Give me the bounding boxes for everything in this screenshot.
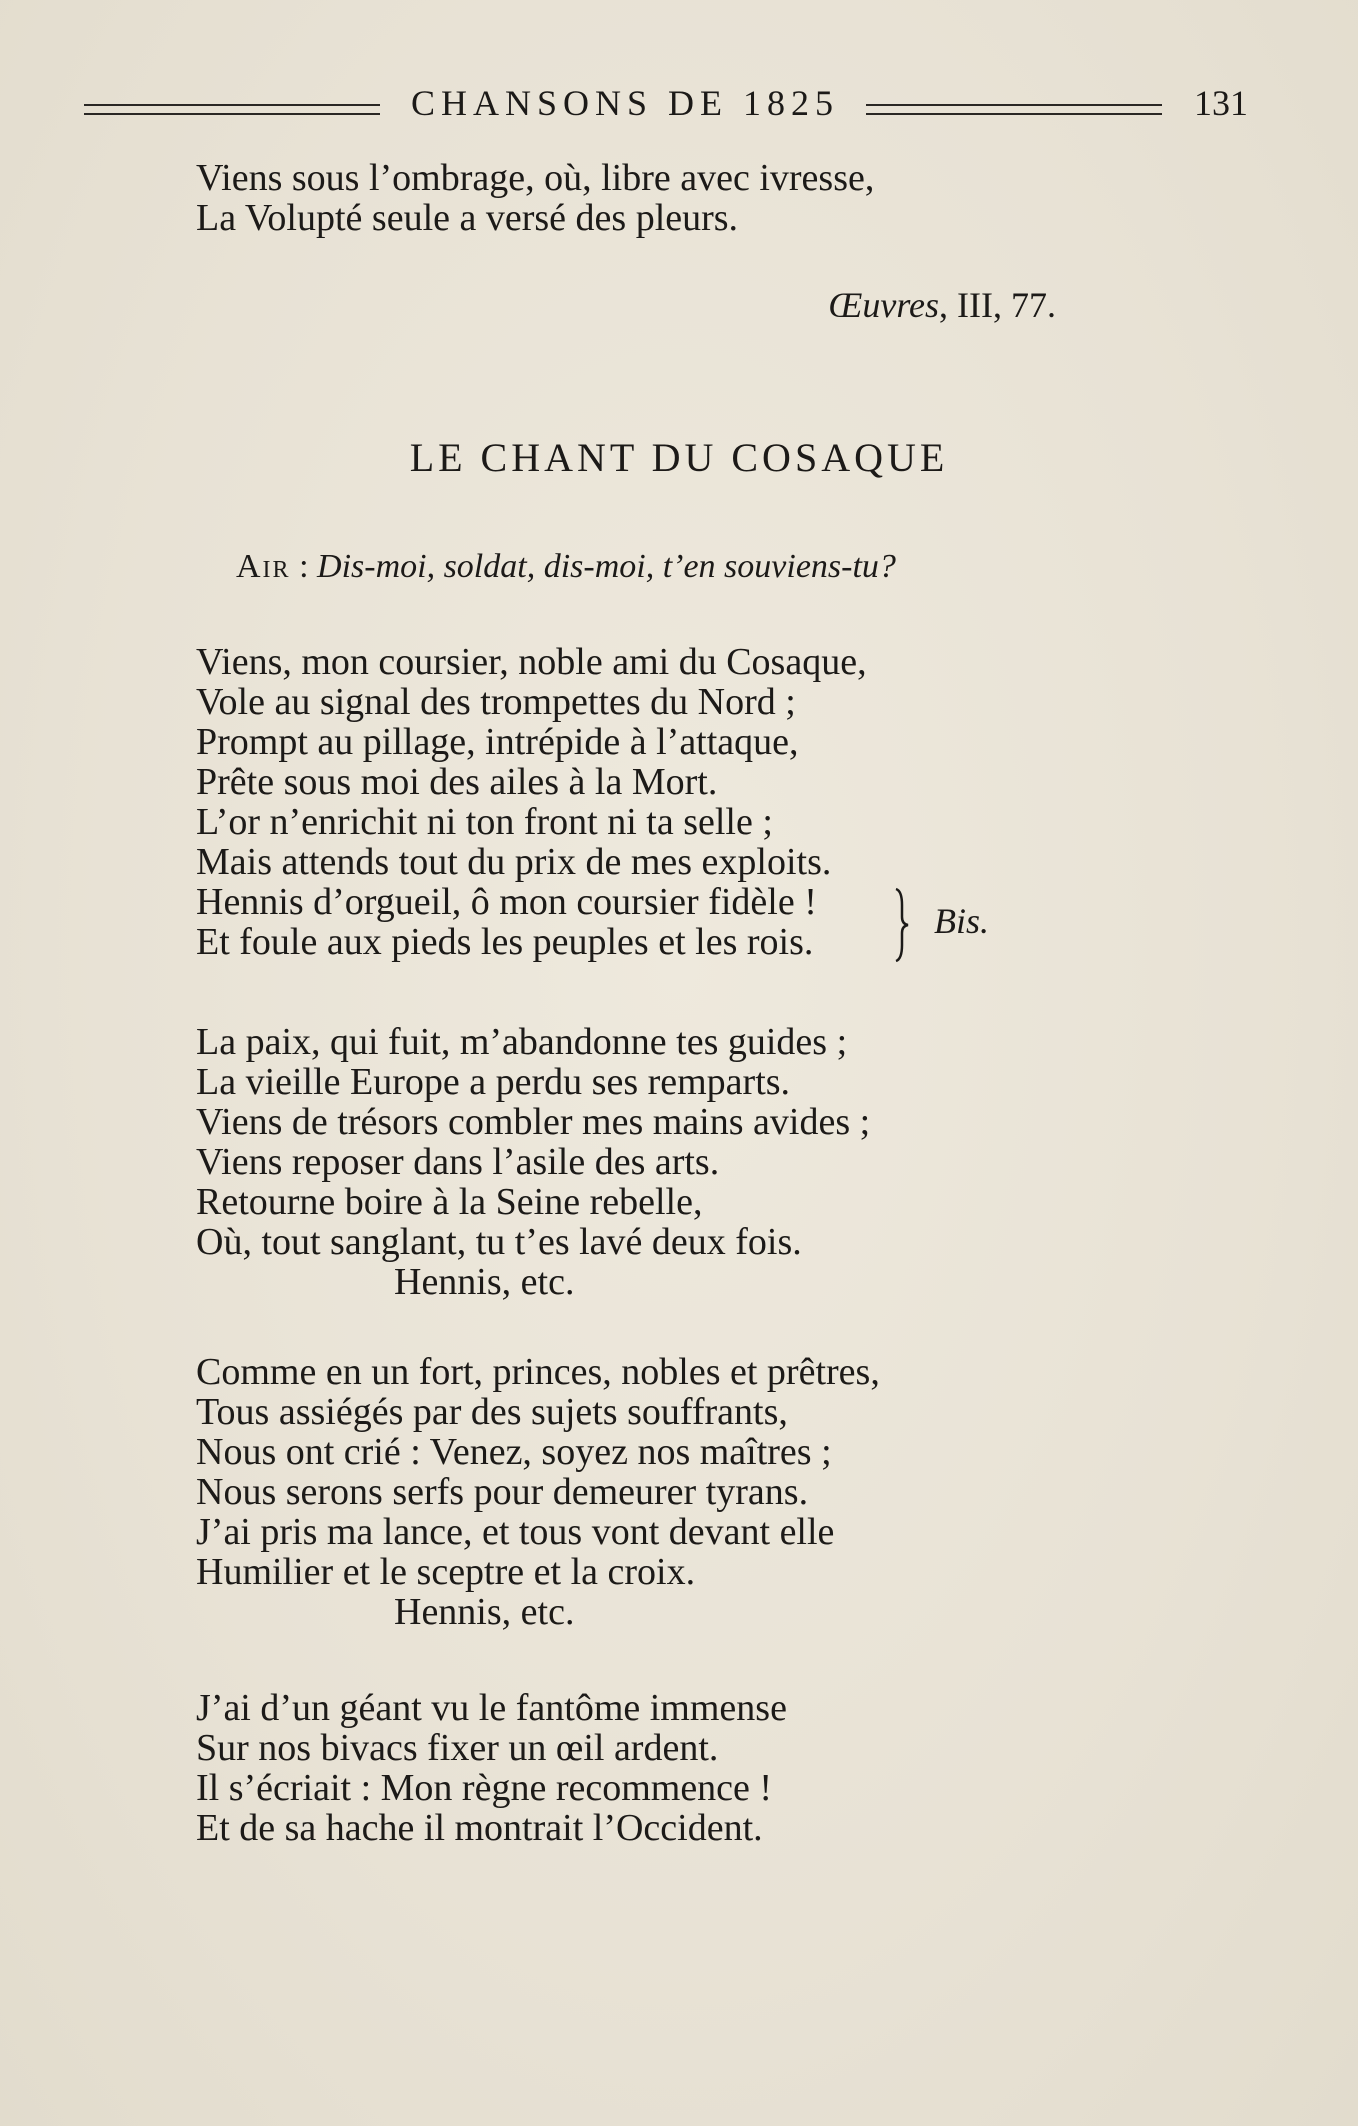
page-number: 131 <box>1194 83 1248 123</box>
stanza-2 <box>196 1022 870 1302</box>
previous-poem-ending <box>196 158 874 238</box>
stanza-3 <box>196 1352 880 1632</box>
running-title: CHANSONS DE 1825 <box>410 83 840 123</box>
verse-line: Nous ont crié : Venez, soyez nos maîtres ; <box>196 1431 832 1473</box>
verse-line: J’ai d’un géant vu le fantôme immense <box>196 1687 787 1729</box>
verse-line: Prompt au pillage, intrépide à l’attaque, <box>196 721 799 763</box>
verse-line: J’ai pris ma lance, et tous vont devant elle <box>196 1511 835 1553</box>
verse-line: Viens sous l’ombrage, où, libre avec ivresse, <box>196 157 875 199</box>
refrain-reference: Hennis, etc. <box>394 1261 575 1303</box>
air-tune: Dis-moi, soldat, dis-moi, t’en souviens-tu? <box>317 548 896 585</box>
running-header <box>84 82 1248 132</box>
refrain-line: Et foule aux pieds les peuples et les rois. <box>196 921 814 963</box>
refrain-reference: Hennis, etc. <box>394 1591 575 1633</box>
air-separator: : <box>290 548 318 585</box>
source-citation <box>640 284 1056 326</box>
air-indication <box>236 548 1056 586</box>
air-label: Air <box>236 548 291 585</box>
stanza-4 <box>196 1688 787 1848</box>
refrain-line: Hennis d’orgueil, ô mon coursier fidèle ! <box>196 881 817 923</box>
source-work: Œuvres <box>828 285 940 325</box>
verse-line: Viens, mon coursier, noble ami du Cosaque, <box>196 641 867 683</box>
bis-marker: Bis. <box>934 901 990 941</box>
verse-line: Retourne boire à la Seine rebelle, <box>196 1181 703 1223</box>
verse-line: Vole au signal des trompettes du Nord ; <box>196 681 796 723</box>
verse-line: Viens reposer dans l’asile des arts. <box>196 1141 720 1183</box>
verse-line: La vieille Europe a perdu ses remparts. <box>196 1061 791 1103</box>
verse-line: Tous assiégés par des sujets souffrants, <box>196 1391 788 1433</box>
bis-brace <box>892 887 914 963</box>
verse-line: Il s’écriait : Mon règne recommence ! <box>196 1767 773 1809</box>
poem-title: LE CHANT DU COSAQUE <box>409 435 949 480</box>
verse-line: Et de sa hache il montrait l’Occident. <box>196 1807 763 1849</box>
verse-line: Où, tout sanglant, tu t’es lavé deux fois. <box>196 1221 802 1263</box>
verse-line: Viens de trésors combler mes mains avides ; <box>196 1101 871 1143</box>
header-rule-left <box>84 104 380 115</box>
verse-line: Prête sous moi des ailes à la Mort. <box>196 761 718 803</box>
verse-line: La Volupté seule a versé des pleurs. <box>196 197 739 239</box>
verse-line: La paix, qui fuit, m’abandonne tes guides ; <box>196 1021 848 1063</box>
verse-line: Comme en un fort, princes, nobles et prêtres, <box>196 1351 880 1393</box>
verse-line: Humilier et le sceptre et la croix. <box>196 1551 696 1593</box>
verse-line: Mais attends tout du prix de mes exploits. <box>196 841 832 883</box>
verse-line: Nous serons serfs pour demeurer tyrans. <box>196 1471 809 1513</box>
verse-line: Sur nos bivacs fixer un œil ardent. <box>196 1727 719 1769</box>
verse-line: L’or n’enrichit ni ton front ni ta selle ; <box>196 801 773 843</box>
stanza-1 <box>196 642 867 962</box>
source-reference: , III, 77. <box>939 285 1056 325</box>
